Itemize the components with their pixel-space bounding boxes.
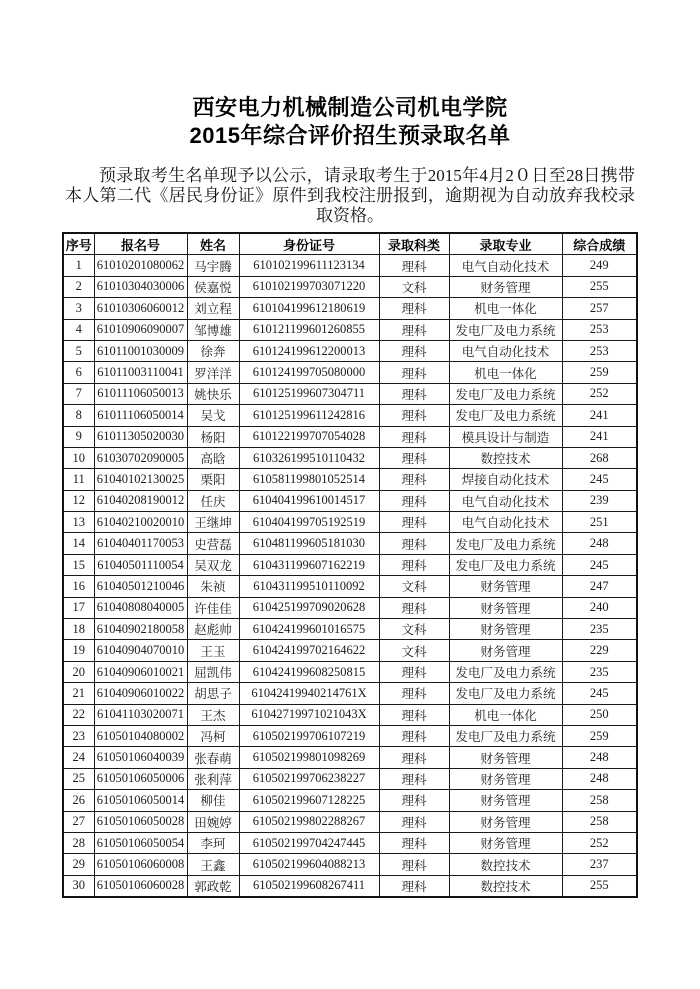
- cell-id-no: 610502199706238227: [239, 768, 379, 789]
- cell-score: 229: [562, 640, 637, 661]
- cell-score: 259: [562, 362, 637, 383]
- table-row: [63, 683, 637, 704]
- cell-major: 机电一体化: [449, 362, 562, 383]
- cell-index: 29: [63, 854, 94, 875]
- cell-name: 姚快乐: [187, 383, 239, 404]
- cell-index: 17: [63, 597, 94, 618]
- cell-score: 245: [562, 469, 637, 490]
- cell-name: 郭政乾: [187, 875, 239, 897]
- cell-id-no: 610104199612180619: [239, 298, 379, 319]
- cell-major: 数控技术: [449, 875, 562, 897]
- cell-id-no: 610102199611123134: [239, 255, 379, 276]
- cell-index: 8: [63, 405, 94, 426]
- cell-category: 理科: [379, 490, 449, 511]
- cell-category: 文科: [379, 619, 449, 640]
- cell-category: 理科: [379, 811, 449, 832]
- cell-score: 252: [562, 832, 637, 853]
- cell-major: 模具设计与制造: [449, 426, 562, 447]
- cell-index: 16: [63, 576, 94, 597]
- cell-index: 18: [63, 619, 94, 640]
- table-row: [63, 640, 637, 661]
- cell-category: 理科: [379, 383, 449, 404]
- cell-id-no: 610425199709020628: [239, 597, 379, 618]
- cell-reg-no: 61010306060012: [94, 298, 187, 319]
- cell-id-no: 610431199607162219: [239, 554, 379, 575]
- table-row: [63, 768, 637, 789]
- table-row: [63, 576, 637, 597]
- cell-name: 高晗: [187, 447, 239, 468]
- cell-index: 25: [63, 768, 94, 789]
- cell-name: 罗洋洋: [187, 362, 239, 383]
- cell-name: 王继坤: [187, 512, 239, 533]
- header-cell-index: 序号: [63, 233, 94, 255]
- cell-category: 理科: [379, 875, 449, 897]
- cell-id-no: 610404199610014517: [239, 490, 379, 511]
- cell-index: 30: [63, 875, 94, 897]
- cell-id-no: 610581199801052514: [239, 469, 379, 490]
- cell-name: 屈凯伟: [187, 661, 239, 682]
- cell-index: 21: [63, 683, 94, 704]
- cell-id-no: 610502199704247445: [239, 832, 379, 853]
- table-row: [63, 875, 637, 897]
- table-row: [63, 619, 637, 640]
- cell-major: 财务管理: [449, 747, 562, 768]
- cell-index: 24: [63, 747, 94, 768]
- cell-category: 理科: [379, 447, 449, 468]
- cell-name: 王玉: [187, 640, 239, 661]
- cell-major: 财务管理: [449, 811, 562, 832]
- cell-id-no: 610125199607304711: [239, 383, 379, 404]
- table-row: [63, 255, 637, 276]
- cell-reg-no: 61040906010022: [94, 683, 187, 704]
- cell-index: 10: [63, 447, 94, 468]
- cell-major: 财务管理: [449, 619, 562, 640]
- cell-reg-no: 61011001030009: [94, 340, 187, 361]
- cell-name: 吴双龙: [187, 554, 239, 575]
- cell-index: 9: [63, 426, 94, 447]
- cell-reg-no: 61041103020071: [94, 704, 187, 725]
- cell-id-no: 610502199802288267: [239, 811, 379, 832]
- cell-id-no: 610125199611242816: [239, 405, 379, 426]
- cell-reg-no: 61050106060008: [94, 854, 187, 875]
- table-row: [63, 704, 637, 725]
- cell-major: 数控技术: [449, 447, 562, 468]
- cell-index: 15: [63, 554, 94, 575]
- header-cell-major: 录取专业: [449, 233, 562, 255]
- cell-score: 239: [562, 490, 637, 511]
- cell-id-no: 610502199801098269: [239, 747, 379, 768]
- cell-name: 侯嘉悦: [187, 276, 239, 297]
- cell-major: 发电厂及电力系统: [449, 319, 562, 340]
- cell-major: 财务管理: [449, 790, 562, 811]
- table-row: [63, 512, 637, 533]
- cell-category: 理科: [379, 597, 449, 618]
- cell-name: 张利萍: [187, 768, 239, 789]
- cell-major: 发电厂及电力系统: [449, 405, 562, 426]
- table-row: [63, 340, 637, 361]
- cell-index: 6: [63, 362, 94, 383]
- cell-score: 251: [562, 512, 637, 533]
- cell-id-no: 610502199608267411: [239, 875, 379, 897]
- cell-reg-no: 61050106050054: [94, 832, 187, 853]
- cell-category: 理科: [379, 319, 449, 340]
- cell-score: 248: [562, 747, 637, 768]
- cell-reg-no: 61050106050028: [94, 811, 187, 832]
- cell-score: 253: [562, 340, 637, 361]
- cell-index: 19: [63, 640, 94, 661]
- header-cell-reg-no: 报名号: [94, 233, 187, 255]
- table-header-row: [63, 233, 637, 255]
- cell-major: 机电一体化: [449, 298, 562, 319]
- cell-name: 赵彪帅: [187, 619, 239, 640]
- cell-reg-no: 61040401170053: [94, 533, 187, 554]
- table-row: [63, 490, 637, 511]
- cell-index: 7: [63, 383, 94, 404]
- cell-id-no: 610102199703071220: [239, 276, 379, 297]
- cell-id-no: 610424199702164622: [239, 640, 379, 661]
- cell-name: 冯柯: [187, 725, 239, 746]
- cell-score: 249: [562, 255, 637, 276]
- table-row: [63, 362, 637, 383]
- cell-reg-no: 61010304030006: [94, 276, 187, 297]
- document-title: [0, 94, 700, 150]
- cell-id-no: 610424199601016575: [239, 619, 379, 640]
- cell-category: 理科: [379, 512, 449, 533]
- cell-index: 3: [63, 298, 94, 319]
- cell-id-no: 610122199707054028: [239, 426, 379, 447]
- cell-category: 理科: [379, 832, 449, 853]
- cell-reg-no: 61040906010021: [94, 661, 187, 682]
- cell-score: 258: [562, 790, 637, 811]
- cell-name: 邹博雄: [187, 319, 239, 340]
- cell-id-no: 610124199705080000: [239, 362, 379, 383]
- cell-index: 26: [63, 790, 94, 811]
- cell-category: 理科: [379, 298, 449, 319]
- table-row: [63, 554, 637, 575]
- cell-major: 财务管理: [449, 576, 562, 597]
- cell-reg-no: 61040904070010: [94, 640, 187, 661]
- cell-index: 28: [63, 832, 94, 853]
- cell-major: 电气自动化技术: [449, 512, 562, 533]
- cell-major: 发电厂及电力系统: [449, 383, 562, 404]
- cell-category: 文科: [379, 576, 449, 597]
- cell-reg-no: 61040208190012: [94, 490, 187, 511]
- cell-id-no: 610502199604088213: [239, 854, 379, 875]
- table-row: [63, 276, 637, 297]
- cell-major: 发电厂及电力系统: [449, 554, 562, 575]
- cell-score: 245: [562, 554, 637, 575]
- cell-major: 发电厂及电力系统: [449, 725, 562, 746]
- cell-name: 栗阳: [187, 469, 239, 490]
- cell-name: 胡思子: [187, 683, 239, 704]
- cell-major: 电气自动化技术: [449, 340, 562, 361]
- cell-index: 13: [63, 512, 94, 533]
- cell-name: 刘立程: [187, 298, 239, 319]
- table-row: [63, 319, 637, 340]
- cell-name: 柳佳: [187, 790, 239, 811]
- cell-major: 财务管理: [449, 597, 562, 618]
- cell-major: 数控技术: [449, 854, 562, 875]
- cell-reg-no: 61040902180058: [94, 619, 187, 640]
- cell-score: 247: [562, 576, 637, 597]
- cell-reg-no: 61011305020030: [94, 426, 187, 447]
- cell-reg-no: 61040501110054: [94, 554, 187, 575]
- cell-major: 电气自动化技术: [449, 255, 562, 276]
- cell-category: 理科: [379, 469, 449, 490]
- cell-category: 理科: [379, 405, 449, 426]
- table-row: [63, 725, 637, 746]
- cell-major: 发电厂及电力系统: [449, 683, 562, 704]
- cell-index: 4: [63, 319, 94, 340]
- cell-id-no: 610502199706107219: [239, 725, 379, 746]
- table-row: [63, 298, 637, 319]
- header-cell-id-no: 身份证号: [239, 233, 379, 255]
- cell-name: 许佳佳: [187, 597, 239, 618]
- cell-reg-no: 61040102130025: [94, 469, 187, 490]
- cell-index: 27: [63, 811, 94, 832]
- cell-category: 文科: [379, 640, 449, 661]
- cell-score: 248: [562, 768, 637, 789]
- cell-category: 理科: [379, 340, 449, 361]
- table-row: [63, 811, 637, 832]
- cell-index: 22: [63, 704, 94, 725]
- header-cell-score: 综合成绩: [562, 233, 637, 255]
- cell-name: 朱祯: [187, 576, 239, 597]
- cell-index: 11: [63, 469, 94, 490]
- cell-index: 2: [63, 276, 94, 297]
- cell-id-no: 610121199601260855: [239, 319, 379, 340]
- header-cell-category: 录取科类: [379, 233, 449, 255]
- cell-reg-no: 61010201080062: [94, 255, 187, 276]
- cell-name: 徐奔: [187, 340, 239, 361]
- cell-score: 245: [562, 683, 637, 704]
- cell-index: 20: [63, 661, 94, 682]
- cell-score: 255: [562, 276, 637, 297]
- cell-reg-no: 61040210020010: [94, 512, 187, 533]
- cell-score: 241: [562, 405, 637, 426]
- notice-paragraph: 预录取考生名单现予以公示，请录取考生于2015年4月2０日至28日携带本人第二代《居民身份证》原件到我校注册报到，逾期视为自动放弃我校录取资格。: [65, 166, 635, 225]
- cell-score: 237: [562, 854, 637, 875]
- cell-category: 理科: [379, 725, 449, 746]
- cell-score: 241: [562, 426, 637, 447]
- table-row: [63, 383, 637, 404]
- cell-category: 理科: [379, 661, 449, 682]
- document-title-line2: 2015年综合评价招生预录取名单: [189, 123, 511, 148]
- cell-major: 焊接自动化技术: [449, 469, 562, 490]
- cell-reg-no: 61050106060028: [94, 875, 187, 897]
- table-row: [63, 447, 637, 468]
- cell-name: 李珂: [187, 832, 239, 853]
- cell-reg-no: 61011003110041: [94, 362, 187, 383]
- cell-score: 257: [562, 298, 637, 319]
- cell-id-no: 610404199705192519: [239, 512, 379, 533]
- cell-name: 田婉婷: [187, 811, 239, 832]
- cell-id-no: 61042419940214761X: [239, 683, 379, 704]
- cell-index: 5: [63, 340, 94, 361]
- cell-name: 马宇腾: [187, 255, 239, 276]
- cell-name: 任庆: [187, 490, 239, 511]
- admission-table-body: [63, 255, 637, 897]
- cell-major: 财务管理: [449, 640, 562, 661]
- cell-index: 1: [63, 255, 94, 276]
- cell-category: 理科: [379, 704, 449, 725]
- cell-score: 250: [562, 704, 637, 725]
- cell-category: 理科: [379, 683, 449, 704]
- table-row: [63, 597, 637, 618]
- cell-category: 理科: [379, 255, 449, 276]
- cell-id-no: 610326199510110432: [239, 447, 379, 468]
- cell-id-no: 610481199605181030: [239, 533, 379, 554]
- table-row: [63, 661, 637, 682]
- cell-category: 理科: [379, 362, 449, 383]
- cell-category: 理科: [379, 790, 449, 811]
- table-row: [63, 854, 637, 875]
- cell-major: 机电一体化: [449, 704, 562, 725]
- table-row: [63, 405, 637, 426]
- cell-category: 理科: [379, 854, 449, 875]
- cell-score: 255: [562, 875, 637, 897]
- cell-index: 12: [63, 490, 94, 511]
- cell-reg-no: 61030702090005: [94, 447, 187, 468]
- cell-score: 259: [562, 725, 637, 746]
- cell-category: 理科: [379, 554, 449, 575]
- cell-major: 发电厂及电力系统: [449, 661, 562, 682]
- cell-reg-no: 61050106050006: [94, 768, 187, 789]
- cell-score: 268: [562, 447, 637, 468]
- document-title-line1: 西安电力机械制造公司机电学院: [192, 95, 508, 120]
- cell-category: 理科: [379, 747, 449, 768]
- cell-name: 王鑫: [187, 854, 239, 875]
- cell-index: 14: [63, 533, 94, 554]
- cell-reg-no: 61040808040005: [94, 597, 187, 618]
- cell-reg-no: 61010906090007: [94, 319, 187, 340]
- cell-score: 253: [562, 319, 637, 340]
- cell-major: 发电厂及电力系统: [449, 533, 562, 554]
- cell-category: 文科: [379, 276, 449, 297]
- cell-name: 史营磊: [187, 533, 239, 554]
- cell-score: 240: [562, 597, 637, 618]
- cell-id-no: 610124199612200013: [239, 340, 379, 361]
- cell-major: 电气自动化技术: [449, 490, 562, 511]
- cell-category: 理科: [379, 426, 449, 447]
- table-row: [63, 533, 637, 554]
- cell-reg-no: 61050106040039: [94, 747, 187, 768]
- table-row: [63, 790, 637, 811]
- cell-reg-no: 61050106050014: [94, 790, 187, 811]
- cell-name: 吴戈: [187, 405, 239, 426]
- cell-major: 财务管理: [449, 832, 562, 853]
- cell-score: 248: [562, 533, 637, 554]
- table-row: [63, 469, 637, 490]
- cell-major: 财务管理: [449, 768, 562, 789]
- cell-reg-no: 61040501210046: [94, 576, 187, 597]
- cell-reg-no: 61011106050013: [94, 383, 187, 404]
- cell-reg-no: 61011106050014: [94, 405, 187, 426]
- cell-id-no: 610502199607128225: [239, 790, 379, 811]
- table-row: [63, 747, 637, 768]
- cell-index: 23: [63, 725, 94, 746]
- cell-category: 理科: [379, 533, 449, 554]
- cell-score: 258: [562, 811, 637, 832]
- cell-score: 252: [562, 383, 637, 404]
- cell-score: 235: [562, 661, 637, 682]
- admission-table: [62, 232, 638, 898]
- cell-reg-no: 61050104080002: [94, 725, 187, 746]
- cell-id-no: 610431199510110092: [239, 576, 379, 597]
- cell-name: 杨阳: [187, 426, 239, 447]
- cell-name: 张春萌: [187, 747, 239, 768]
- cell-name: 王杰: [187, 704, 239, 725]
- cell-major: 财务管理: [449, 276, 562, 297]
- header-cell-name: 姓名: [187, 233, 239, 255]
- cell-id-no: 61042719971021043X: [239, 704, 379, 725]
- cell-category: 理科: [379, 768, 449, 789]
- cell-score: 235: [562, 619, 637, 640]
- table-row: [63, 832, 637, 853]
- table-row: [63, 426, 637, 447]
- cell-id-no: 610424199608250815: [239, 661, 379, 682]
